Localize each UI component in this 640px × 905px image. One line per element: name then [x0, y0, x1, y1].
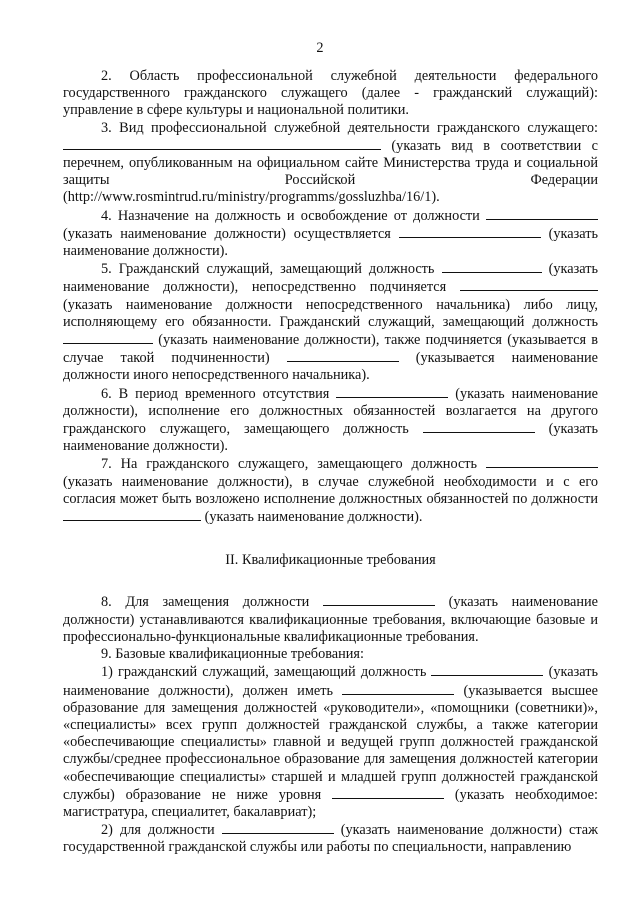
paragraph-text: (указывается высшее образование для замещения должностей «руководители», «помощники (советники)», «специалисты» всех групп должностей гражданской службы, а также категории «обеспечивающие специалисты» главной и ведущей групп должностей гражданской службы/среднее профессиональное образование для замещения должностей категории «обеспечивающие специалисты» старшей и младшей групп должностей гражданской службы) образование не ниже уровня — [63, 682, 598, 803]
paragraph-text: (указать наименование должности), должен иметь — [63, 664, 598, 699]
paragraph-text: 2. Область профессиональной служебной деятельности федерального государственного гражданского служащего (далее - гражданский служащий): управление в сфере культуры и национальной политики. — [63, 68, 598, 119]
paragraph-text: (указать необходимое: магистратура, специалитет, бакалавриат); — [63, 786, 598, 820]
fill-in-blank — [63, 508, 201, 521]
paragraph-p3 — [63, 120, 598, 207]
fill-in-blank — [63, 137, 381, 150]
paragraph-text: (указать наименование должности). — [201, 509, 423, 526]
paragraph-text: 6. В период временного отсутствия — [101, 385, 337, 402]
fill-in-blank — [287, 349, 399, 362]
paragraph-p8 — [63, 593, 598, 646]
paragraph-text: (указать наименование должности) стаж государственной гражданской службы или работы по специальности, направлению — [63, 822, 599, 856]
paragraph-text: 8. Для замещения должности — [101, 594, 323, 611]
fill-in-blank — [222, 821, 334, 834]
paragraph-text: (указать наименование должности непосредственного начальника) либо лицу, исполняющему его обязанности. Гражданский служащий, замещающий должность — [63, 296, 598, 330]
paragraph-text: (указать наименование должности) осуществляется — [63, 225, 399, 242]
paragraph-text: (указать наименование должности). — [63, 225, 598, 260]
fill-in-blank — [399, 225, 541, 238]
fill-in-blank — [486, 455, 598, 468]
page-number: 2 — [316, 40, 324, 56]
paragraph-text: (указывается наименование должности иного непосредственного начальника). — [63, 350, 598, 384]
paragraph-text: (указать наименование должности) устанавливаются квалификационные требования, включающие базовые и профессионально-функциональные квалификационные требования. — [63, 594, 598, 645]
fill-in-blank — [431, 663, 543, 676]
fill-in-blank — [423, 420, 535, 433]
paragraph-p2 — [63, 68, 598, 120]
fill-in-blank — [323, 593, 435, 606]
paragraph-text: (указать наименование должности). — [63, 421, 599, 455]
paragraph-text: 4. Назначение на должность и освобождение от должности — [101, 207, 486, 224]
paragraph-text: 2) для должности — [101, 822, 222, 839]
fill-in-blank — [460, 278, 598, 291]
paragraph-p9_1 — [63, 663, 598, 821]
document-body — [63, 68, 598, 857]
fill-in-blank — [63, 331, 153, 344]
paragraph-text: 5. Гражданский служащий, замещающий должность — [101, 261, 442, 278]
paragraph-p7 — [63, 455, 598, 526]
paragraph-text: (указать наименование должности), в случае служебной необходимости и с его согласия может быть возложено исполнение должностных обязанностей по должности — [63, 473, 598, 507]
fill-in-blank — [442, 260, 542, 273]
paragraphs-before-heading — [63, 68, 598, 526]
fill-in-blank — [486, 207, 598, 220]
paragraph-p9_2 — [63, 821, 598, 856]
paragraph-p5 — [63, 260, 598, 384]
paragraph-text: (указать наименование должности), непосредственно подчиняется — [63, 261, 598, 296]
paragraph-text: (указать наименование должности), также подчиняется (указывается в случае такой подчиненности) — [63, 332, 598, 367]
paragraph-text: 1) гражданский служащий, замещающий должность — [101, 664, 432, 681]
paragraph-text: (указать вид в соответствии с перечнем, опубликованным на официальном сайте Министерства труда и социальной защиты Российской Федерации (http://www.rosmintrud.ru/ministry/programms/gossluzhba/16/1). — [63, 137, 598, 206]
paragraph-p4 — [63, 207, 598, 261]
fill-in-blank — [342, 682, 454, 695]
section-heading: II. Квалификационные требования — [225, 552, 436, 569]
paragraph-p6 — [63, 385, 598, 456]
paragraph-text: (указать наименование должности), исполнение его должностных обязанностей возлагается на другого гражданского служащего, замещающего должность — [63, 385, 598, 438]
fill-in-blank — [332, 786, 444, 799]
paragraph-text: 7. На гражданского служащего, замещающего должность — [101, 456, 486, 473]
paragraph-text: 3. Вид профессиональной служебной деятельности гражданского служащего: — [101, 119, 598, 136]
paragraph-text: 9. Базовые квалификационные требования: — [101, 646, 364, 663]
paragraph-p9 — [63, 646, 598, 663]
fill-in-blank — [336, 385, 448, 398]
paragraphs-after-heading — [63, 593, 598, 856]
